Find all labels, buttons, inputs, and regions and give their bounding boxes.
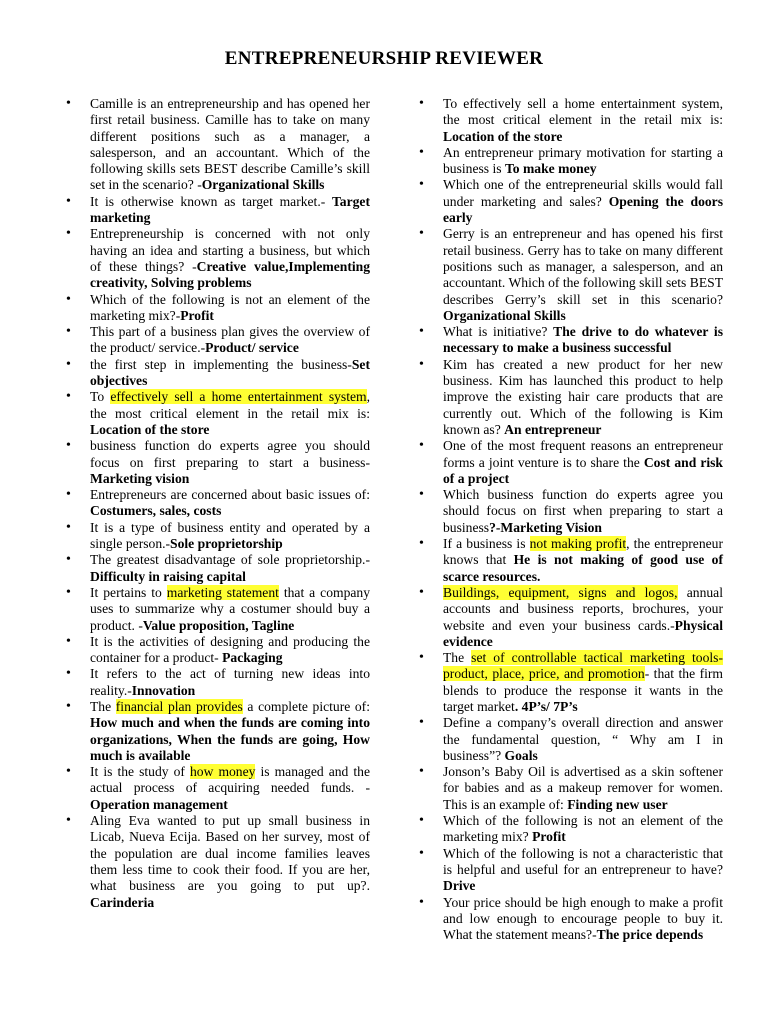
right-column-item — [415, 715, 723, 764]
question-text: - that the firm blends to produce the response it wants in the target market — [443, 666, 723, 714]
answer-text: The price depends — [596, 927, 704, 943]
right-column-item — [415, 226, 723, 324]
question-text: , the most critical element in the retail mix is: — [90, 389, 370, 421]
answer-text: Opening the doors early — [443, 193, 723, 226]
left-column-item — [62, 324, 370, 357]
answer-text: Profit — [180, 307, 214, 323]
question-text: Which of the following is not an element of the marketing mix?- — [90, 291, 370, 323]
question-text: that a company uses to summarize why a costumer should buy a product. - — [90, 584, 370, 633]
answer-text: Goals — [504, 747, 538, 763]
answer-text: Profit — [532, 829, 566, 845]
left-column-item — [62, 194, 370, 227]
right-column-item — [415, 357, 723, 438]
right-column-list — [415, 96, 723, 943]
answer-text: Value proposition, Tagline — [142, 617, 295, 633]
question-text: Gerry is an entrepreneur and has opened his first retail business. Gerry has to take on many different positions such as manager, a salesperson, and an accountant. Which of the following skill sets BEST describes Gerry’s skill set in this scenario? — [443, 226, 723, 307]
answer-text: Set objectives — [90, 356, 370, 389]
question-text: Jonson’s Baby Oil is advertised as a skin softener for babies and as a makeup remover for women. This is an example of: — [443, 764, 723, 812]
left-column-item — [62, 764, 370, 813]
right-column-item — [415, 145, 723, 178]
highlighted-text: marketing statement — [166, 584, 279, 600]
answer-text: Cost and risk of a project — [443, 454, 723, 486]
answer-text: Location of the store — [90, 421, 210, 437]
answer-text: Innovation — [131, 682, 196, 698]
right-column-item — [415, 846, 723, 895]
right-column-item — [415, 895, 723, 944]
answer-text: An entrepreneur — [504, 421, 602, 437]
answer-text: Marketing vision — [90, 470, 190, 486]
left-column-item — [62, 699, 370, 764]
answer-text: How much and when the funds are coming into organizations, When the funds are going, How much is available — [90, 715, 370, 763]
right-column-item — [415, 650, 723, 715]
question-text: business function do experts agree you should focus on first preparing to start a business- — [90, 438, 370, 470]
question-text: The greatest disadvantage of sole proprietorship.- — [90, 552, 370, 568]
question-text: It is a type of business entity and operated by a single person.- — [90, 519, 370, 552]
right-column-item — [415, 487, 723, 536]
answer-text: Operation management — [90, 796, 228, 812]
highlighted-text: not making profit — [529, 536, 627, 552]
question-text: a complete picture of: — [242, 698, 370, 714]
question-text: It is the study of — [90, 764, 190, 780]
left-column-item — [62, 357, 370, 390]
left-column-item — [62, 389, 370, 438]
answer-text: . 4P’s/ 7P’s — [514, 698, 578, 714]
left-column-item — [62, 487, 370, 520]
answer-text: ?-Marketing Vision — [489, 519, 602, 535]
answer-text: Costumers, sales, costs — [90, 503, 222, 519]
question-text: the first step in implementing the business- — [90, 356, 352, 372]
question-text: What is initiative? — [443, 324, 554, 340]
answer-text: Organizational Skills — [443, 307, 566, 323]
question-text: Define a company’s overall direction and answer the fundamental question, “ Why am I in business”? — [443, 715, 723, 763]
question-text: Which business function do experts agree you should focus on first when preparing to start a business — [443, 487, 723, 535]
right-column-item — [415, 585, 723, 650]
answer-text: Packaging — [222, 650, 283, 666]
answer-text: Physical evidence — [443, 617, 723, 649]
answer-text: The drive to do whatever is necessary to make a business successful — [443, 324, 723, 356]
left-column-item — [62, 438, 370, 487]
left-column-item — [62, 226, 370, 291]
page-title: ENTREPRENEURSHIP REVIEWER — [224, 48, 544, 69]
question-text: If a business is — [443, 536, 530, 552]
answer-text: Creative value,Implementing creativity, Solving problems — [90, 258, 370, 291]
right-column-item — [415, 438, 723, 487]
left-column-item — [62, 552, 370, 585]
question-text: Kim has created a new product for her new business. Kim has launched this product to help improve the existing hair care products that are currently out. Which of the following is Kim known as? — [443, 356, 723, 437]
left-column-item — [62, 813, 370, 911]
answer-text: Organizational Skills — [201, 177, 325, 193]
answer-text: To make money — [504, 161, 597, 177]
right-column-item — [415, 536, 723, 585]
highlighted-text: financial plan provides — [115, 698, 243, 714]
highlighted-text: effectively sell a home entertainment system — [110, 389, 367, 405]
question-text: To effectively sell a home entertainment system, the most critical element in the retail mix is: — [443, 96, 723, 128]
highlighted-text: Buildings, equipment, signs and logos, — [443, 584, 678, 600]
right-column-item — [415, 813, 723, 846]
answer-text: Product/ service — [205, 340, 299, 356]
question-text: is managed and the actual process of acquiring needed funds. - — [90, 764, 370, 796]
question-text: This part of a business plan gives the overview of the product/ service.- — [90, 324, 370, 356]
answer-text: Finding new user — [567, 796, 668, 812]
answer-text: Location of the store — [443, 128, 563, 144]
left-column-item — [62, 520, 370, 553]
right-column-item — [415, 177, 723, 226]
question-text: Which of the following is not a characteristic that is helpful and useful for an entrepreneur to have? — [443, 845, 723, 877]
question-text: The — [90, 698, 116, 714]
highlighted-text: set of controllable tactical marketing tools-product, place, price, and promotion — [443, 650, 723, 682]
right-column-item — [415, 324, 723, 357]
question-text: An entrepreneur primary motivation for starting a business is — [443, 144, 723, 177]
question-text: It refers to the act of turning new ideas into reality.- — [90, 666, 370, 698]
question-text: The — [443, 650, 472, 666]
answer-text: He is not making of good use of scarce resources. — [443, 552, 723, 584]
question-text: To — [90, 389, 111, 405]
question-text: Entrepreneurs are concerned about basic issues of: — [90, 487, 370, 503]
question-text: It pertains to — [90, 584, 167, 600]
question-text: It is otherwise known as target market.- — [90, 193, 332, 209]
answer-text: Difficulty in raising capital — [90, 568, 246, 584]
answer-text: Sole proprietorship — [170, 536, 283, 552]
question-text: Entrepreneurship is concerned with not only having an idea and starting a business, but which of these things? - — [90, 226, 370, 274]
left-column-item — [62, 666, 370, 699]
highlighted-text: how money — [189, 764, 256, 780]
left-column-item — [62, 292, 370, 325]
question-text: Your price should be high enough to make a profit and low enough to encourage people to buy it. What the statement means?- — [443, 894, 723, 943]
answer-text: Carinderia — [90, 894, 155, 910]
right-column-item — [415, 764, 723, 813]
answer-text: Target marketing — [90, 193, 370, 226]
question-text: annual accounts and business reports, brochures, your website and even your business cards.- — [443, 584, 723, 633]
left-column-item — [62, 585, 370, 634]
answer-text: Drive — [443, 878, 476, 894]
left-column-item — [62, 634, 370, 667]
question-text: It is the activities of designing and producing the container for a product- — [90, 633, 370, 666]
question-text: Camille is an entrepreneurship and has opened her first retail business. Camille has to take on many different positions such as a manager, a salesperson, and an accountant. Which of the following skills sets BEST describe Camille’s skill set in the scenario? - — [90, 96, 370, 193]
left-column-item — [62, 96, 370, 194]
question-text: Which of the following is not an element of the marketing mix? — [443, 813, 723, 845]
left-column-list — [62, 96, 370, 911]
question-text: One of the most frequent reasons an entrepreneur forms a joint venture is to share the — [443, 438, 723, 470]
question-text: , the entrepreneur knows that — [443, 536, 723, 568]
right-column-item — [415, 96, 723, 145]
question-text: Aling Eva wanted to put up small business in Licab, Nueva Ecija. Based on her survey, most of the population are dual income families leaves them less time to cook their food. If you are her, what business are you going to put up?. — [90, 813, 370, 894]
question-text: Which one of the entrepreneurial skills would fall under marketing and sales? — [443, 177, 723, 209]
